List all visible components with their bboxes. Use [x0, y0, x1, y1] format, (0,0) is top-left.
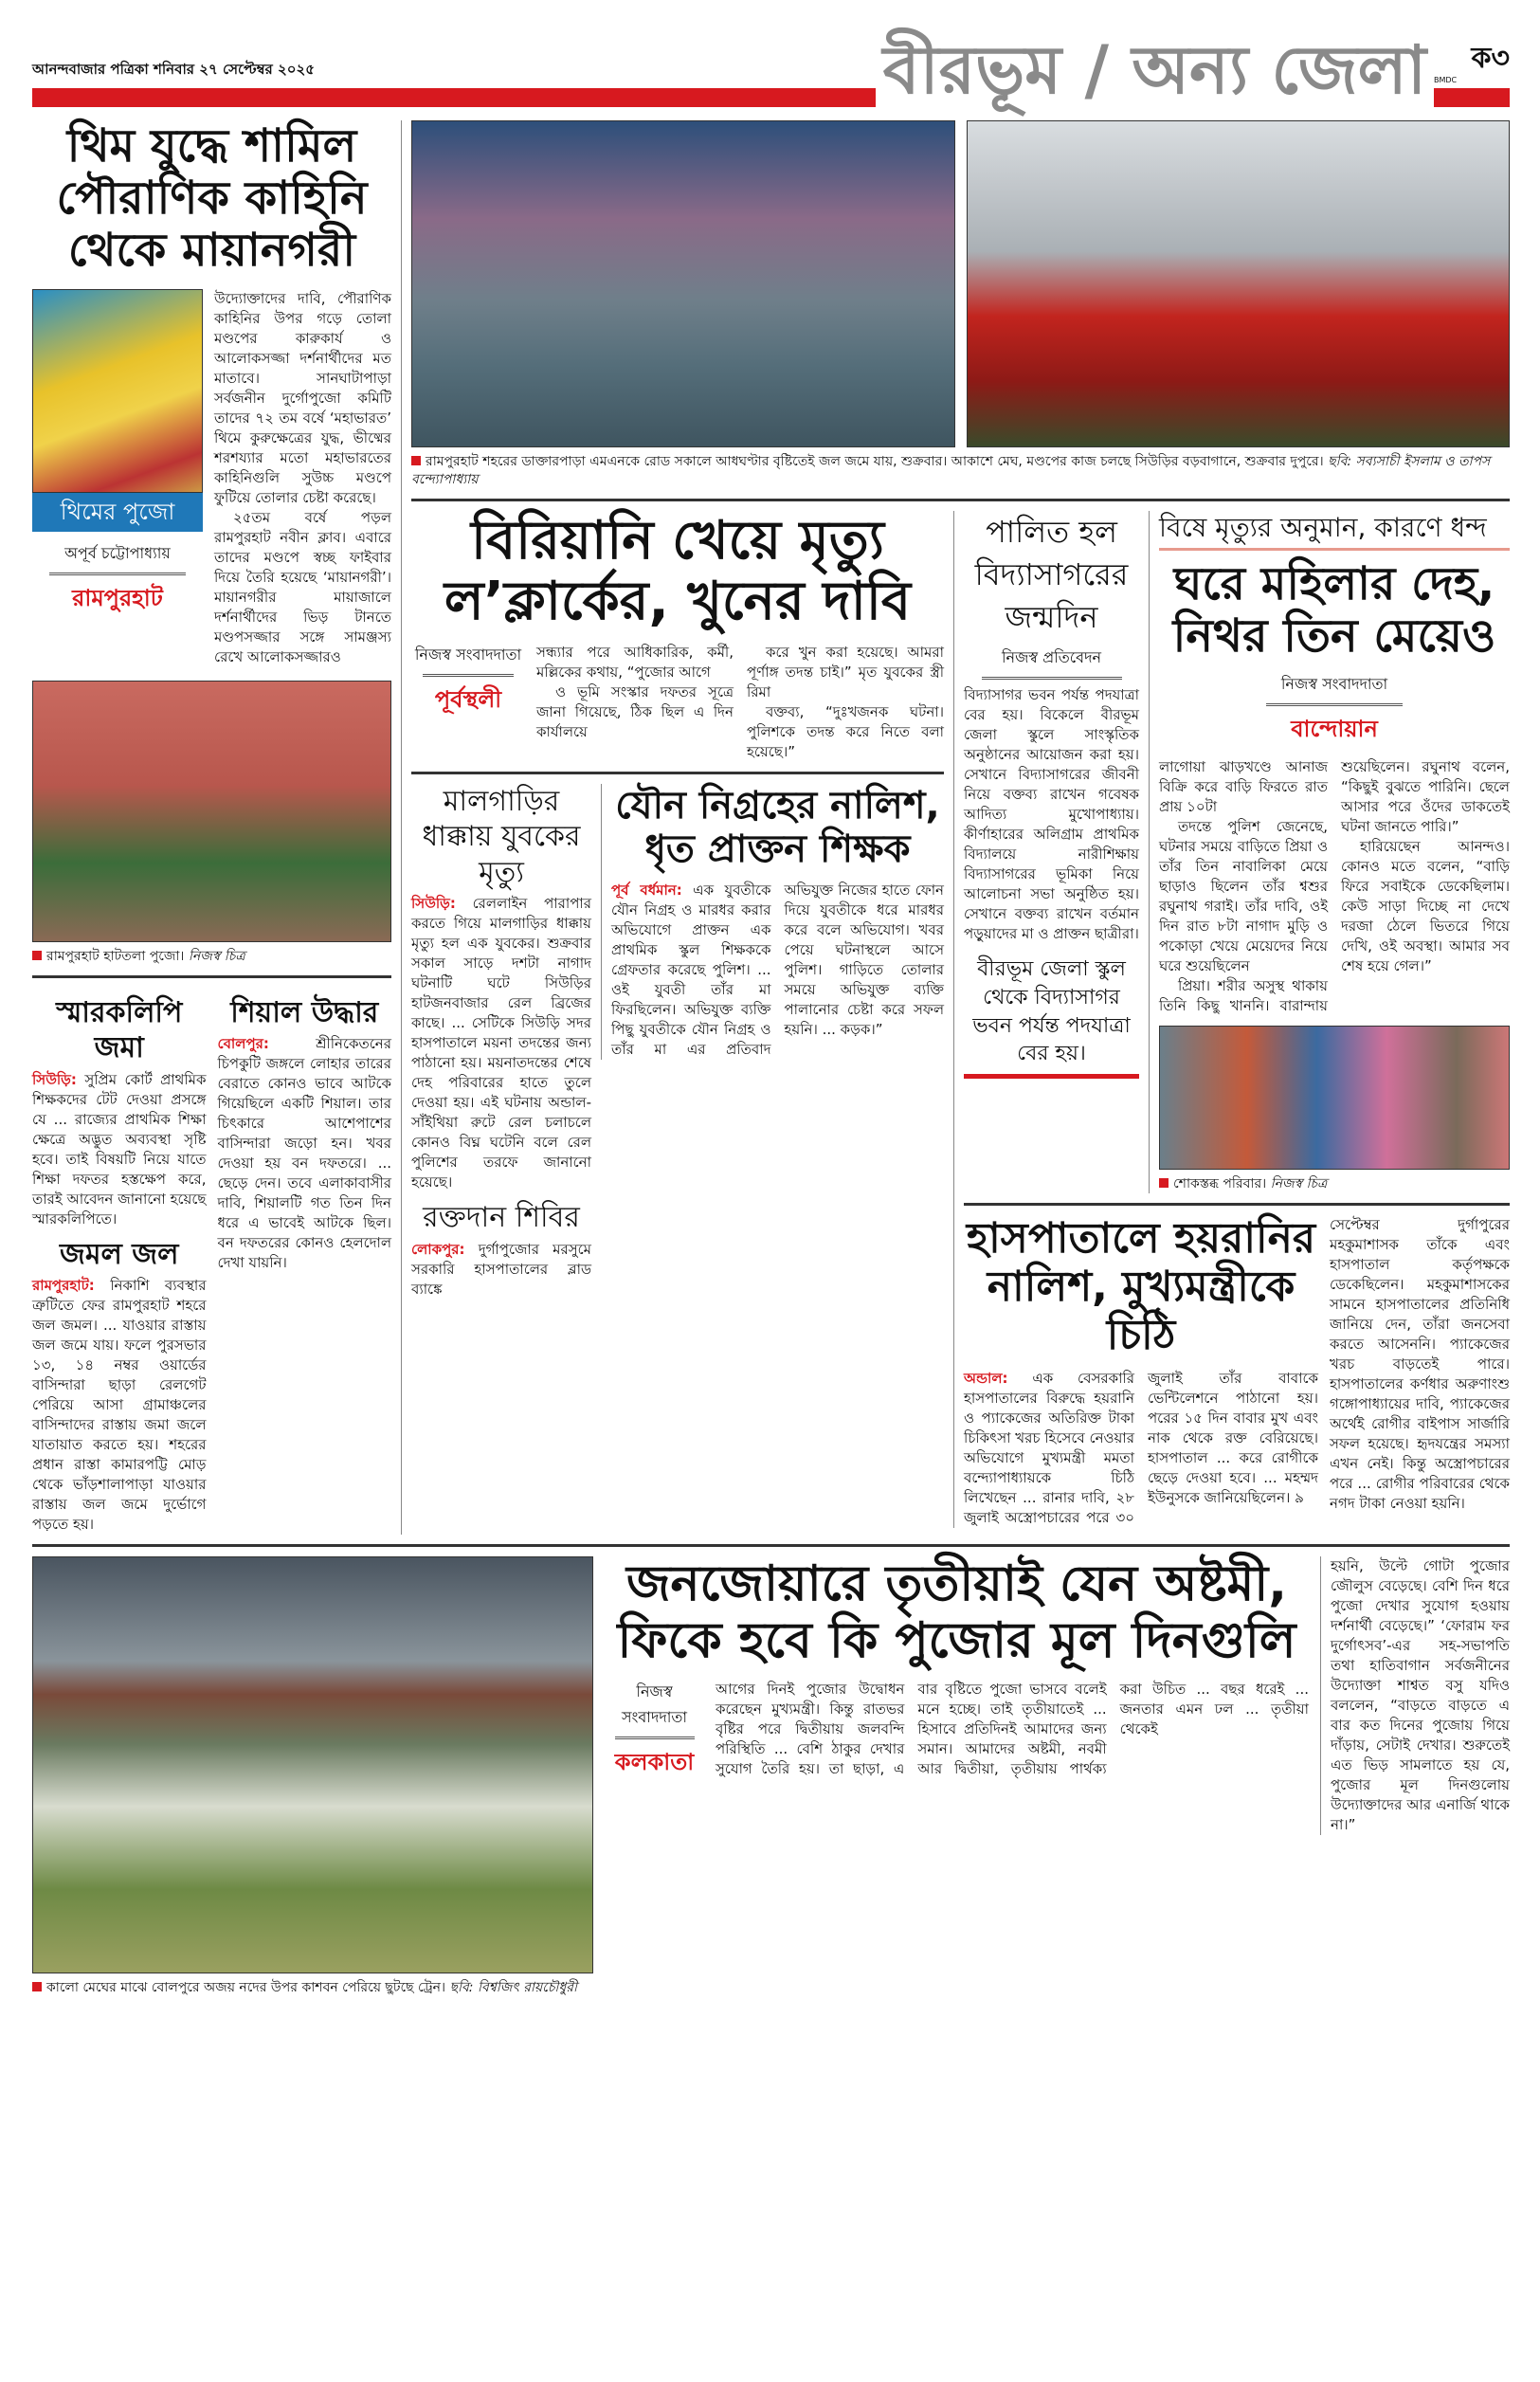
byline-text: নিজস্ব সংবাদদাতা — [414, 645, 522, 664]
right-area — [402, 120, 1510, 1528]
lower-middle-stories — [411, 784, 944, 1300]
brief-body — [411, 1240, 591, 1300]
biryani-body — [536, 643, 944, 762]
brief-dateline: রামপুরহাট: — [32, 1277, 95, 1295]
brief-headline: রক্তদান শিবির — [423, 1201, 580, 1235]
durga-idol-photo — [32, 289, 203, 493]
byline-text: নিজস্ব সংবাদদাতা — [1280, 675, 1388, 694]
masthead-right — [1434, 42, 1510, 107]
hospital-text: এক বেসরকারি হাসপাতালের বিরুদ্ধে হয়রানি ও প্যাকেজের অতিরিক্ত টাকা চিকিৎসা খরচ হিসেবে নেওয়ার অভিযোগে মুখ্যমন্ত্রী মমতা বন্দ্যোপাধ্যায়কে চিঠি লিখেছেন ... রানার দাবি, ২৮ জুলাই অস্ত্রোপচারের পরে ৩০ জুলাই তাঁর বাবাকে ভেন্টিলেশনে পাঠানো হয়। পরের ১৫ দিন বাবার মুখ এবং নাক থেকে রক্ত বেরিয়েছে। হাসপাতাল ... করে রোগীকে ছেড়ে দেওয়া হবে। ... মহম্মদ ইউনুসকে জানিয়েছিলেন। ৯ — [964, 1370, 1318, 1527]
top-photos-caption — [411, 453, 1510, 489]
byline-text: নিজস্ব সংবাদদাতা — [621, 1682, 688, 1726]
caption-text: রামপুরহাট শহরের ডাক্তারপাড়া এমএনকে রোড সকালে আধঘণ্টার বৃষ্টিতেই জল জমে যায়, শুক্রবার। আকাশে মেঘ, মণ্ডপের কাজ চলছে সিউড়ির বড়বাগানে, শুক্রবার দুপুরে। — [426, 454, 1324, 469]
brief-headline: স্মারকলিপি জমা — [56, 995, 183, 1065]
train-over-river-photo — [32, 1556, 593, 1973]
flooded-street-photo — [411, 120, 955, 447]
theme-body — [214, 289, 391, 667]
dateline-place: কলকাতা — [614, 1748, 695, 1775]
byline-rule — [615, 1736, 695, 1739]
paragraph: হারিয়েছেন আনন্দও। কোনও মতে বলেন, “বাড়ি ফিরে সবাইকে ডেকেছিলাম। কেউ সাড়া দিচ্ছে না দেখে দরজা ঠেলে ভিতরে গিয়ে দেখি, ওই অবস্থা। আমার সব শেষ হয়ে গেল।” — [1341, 838, 1510, 975]
brief-dateline: লোকপুর: — [411, 1240, 465, 1258]
puja-headline: জনজোয়ারে তৃতীয়াই যেন অষ্টমী, ফিকে হবে কি পুজোর মূল দিনগুলি — [617, 1555, 1296, 1669]
header-red-bar — [32, 88, 876, 107]
page-number: ক৩ — [1471, 42, 1510, 75]
vidyasagar-body — [964, 685, 1139, 944]
paragraph: বিদ্যাসাগর ভবন পর্যন্ত পদযাত্রা বের হয়। বিকেলে বীরভূম জেলা স্কুলে সাংস্কৃতিক অনুষ্ঠানের আয়োজন করা হয়। সেখানে বিদ্যাসাগরের জীবনী নিয়ে বক্তব্য রাখেন গবেষক আদিত্য মুখোপাধ্যায়। কীর্ণাহারের অলিগ্রাম প্রাথমিক বিদ্যালয়ে নারীশিক্ষায় বিদ্যাসাগরের ভূমিকা নিয়ে আলোচনা সভা অনুষ্ঠিত হয়। সেখানে বক্তব্য রাখেন বর্তমান পড়ুয়াদের মা ও প্রাক্তন ছাত্রীরা। — [964, 686, 1139, 943]
divider — [964, 1203, 1510, 1206]
hatitala-puja-photo — [32, 681, 391, 942]
teacher-body — [611, 881, 944, 1060]
divider — [411, 499, 1510, 501]
byline-rule — [982, 677, 1122, 680]
theme-byline — [32, 541, 203, 619]
paragraph: লাগোয়া ঝাড়খণ্ডে আনাজ বিক্রি করে বাড়ি ফিরতে রাত প্রায় ১০টা — [1159, 758, 1328, 816]
paragraph: করে খুন করা হয়েছে। আমরা পূর্ণাঙ্গ তদন্ত চাই।” মৃত যুবকের স্ত্রী রিমা — [747, 643, 944, 700]
caption-credit: নিজস্ব চিত্র — [188, 948, 245, 964]
brief-text: শ্রীনিকেতনের চিপকুটি জঙ্গলে লোহার তারের বেরাতে কোনও ভাবে আটকে গিয়েছিলে একটি শিয়াল। তার চিৎকারে আশেপাশের বাসিন্দারা জড়ো হন। খবর দেওয়া হয় বন দফতরে। ... ছেড়ে দেন। তবে এলাকাবাসীর দাবি, শিয়ালটি গত তিন দিন ধরে এ ভাবেই আটকে ছিল। বন দফতরের কোনও হেলদোল দেখা যায়নি। — [217, 1035, 391, 1272]
caption-credit: ছবি: সব্যসাচী ইসলাম ও তাপস বন্দ্যোপাধ্যায় — [411, 454, 1491, 487]
byline-rule — [423, 674, 514, 677]
brief-headline: শিয়াল উদ্ধার — [230, 995, 379, 1029]
brief-memorandum — [32, 988, 207, 1536]
byline-rule — [1266, 703, 1403, 706]
teacher-dateline: পূর্ব বর্ধমান: — [611, 881, 682, 899]
paragraph: ২৫তম বর্ষে পড়ল রামপুরহাট নবীন ক্লাব। এবারে তাদের মণ্ডপে স্বচ্ছ ফাইবার দিয়ে তৈরি হয়েছে ‘মায়ানগরী’। মায়ানগরীর মায়াজালে দর্শনার্থীদের ভিড় টানতে মণ্ডপসজ্জার সঙ্গে সামঞ্জস্য রেখে আলোকসজ্জারও — [214, 508, 391, 665]
puja-body-row — [605, 1680, 1309, 1783]
teacher-story — [601, 784, 944, 1060]
caption-text: কালো মেঘের মাঝে বোলপুরে অজয় নদের উপর কাশবন পেরিয়ে ছুটছে ট্রেন। — [46, 1980, 446, 1996]
brief-dateline: সিউড়ি: — [32, 1070, 77, 1088]
brief-body — [32, 1276, 207, 1535]
dateline-place: বান্দোয়ান — [1291, 716, 1378, 743]
brief-fox — [218, 988, 392, 1274]
hospital-main — [964, 1215, 1318, 1528]
teacher-text: এক যুবতীকে যৌন নিগ্রহ ও মারধর করার অভিযোগে প্রাক্তন এক প্রাথমিক স্কুল শিক্ষককে গ্রেফতার করেছে পুলিশ। ... ওই যুবতী তাঁর মা ফিরছিলেন। অভিযুক্ত ব্যক্তি পিছু যুবতীকে যৌন নিগ্রহ ও তাঁর মা এর প্রতিবাদ অভিযুক্ত নিজের হাতে ফোন দিয়ে যুবতীকে ধরে মারধর করে বলে অভিযোগ। খবর পেয়ে ঘটনাস্থলে আসে পুলিশ। গাড়িতে তোলার সময়ে অভিযুক্ত ব্যক্তি পালানোর চেষ্টা করে সফল হয়নি। ... কড়ক।” — [611, 881, 944, 1058]
masthead — [32, 31, 1510, 109]
grieving-family-photo — [1159, 1026, 1510, 1170]
brief-text: সুপ্রিম কোর্ট প্রাথমিক শিক্ষকদের টেট দেওয়া প্রসঙ্গে যে ... রাজ্যের প্রাথমিক শিক্ষা ক্ষেত্রে অদ্ভুত অব্যবস্থা সৃষ্টি হবে। তাই বিষয়টি নিয়ে যাতে শিক্ষা দফতর হস্তক্ষেপ করে, তারই আবেদন জানানো হয়েছে স্মারকলিপিতে। — [32, 1070, 207, 1227]
vidyasagar-pull-quote: বীরভূম জেলা স্কুল থেকে বিদ্যাসাগর ভবন পর্যন্ত পদযাত্রা বের হয়। — [964, 955, 1139, 1079]
paragraph: প্রিয়া। শরীর অসুস্থ থাকায় তিনি কিছু খাননি। বারান্দায় শুয়েছিলেন। রঘুনাথ বলেন, “কিছুই বুঝতে পারিনি। ছেলে আসার পরে ওঁদের ডাকতেই ঘটনা জানতে পারি।” — [1159, 758, 1510, 1015]
byline-rule — [49, 573, 186, 575]
bandwan-kicker: বিষে মৃত্যুর অনুমান, কারণে ধন্দ — [1159, 511, 1510, 551]
caption-credit: নিজস্ব চিত্র — [1270, 1176, 1328, 1192]
hospital-body — [964, 1369, 1318, 1528]
bandwan-body — [1159, 757, 1510, 1016]
paragraph: ও ভূমি সংস্কার দফতর সূত্রে জানা গিয়েছে, ঠিক ছিল এ দিন কার্যালয়ে — [536, 682, 734, 740]
divider — [32, 975, 391, 978]
hospital-story — [964, 1215, 1510, 1528]
bandwan-headline: ঘরে মহিলার দেহ, নিথর তিন মেয়েও — [1172, 557, 1496, 664]
brief-text: নিকাশি ব্যবস্থার ত্রুটিতে ফের রামপুরহাট শহরে জল জমল। ... যাওয়ার রাস্তায় জল জমে যায়। ফলে পুরসভার ১৩, ১৪ নম্বর ওয়ার্ডের বাসিন্দারা ছাড়া রেলগেট পেরিয়ে আসা গ্রামাঞ্চলের বাসিন্দাদের রাস্তায় জমা জলে যাতায়াত করতে হয়। শহরের প্রধান রাস্তা কামারপট্টি মোড় থেকে ভাঁড়শালাপাড়া যাওয়ার রাস্তায় জল জমে দুর্ভোগে পড়তে হয়। — [32, 1277, 207, 1534]
hospital-body-right: সেপ্টেম্বর দুর্গাপুরের মহকুমাশাসক তাঁকে এবং হাসপাতাল কর্তৃপক্ষকে ডেকেছিলেন। মহকুমাশাসকের সামনে হাসপাতালের প্রতিনিধি জানিয়ে দেন, তাঁরা জনসেবা করতে আসেননি। প্যাকেজের খরচ বাড়তেই পারে। হাসপাতালের কর্ণধার অরুণাংশু গঙ্গোপাধ্যায়ের দাবি, প্যাকেজের অর্থেই রোগীর বাইপাস সার্জারি সফল হয়েছে। হৃদযন্ত্রের সমস্যা এখন নেই। কিন্তু অস্ত্রোপচারের পরে ... রোগীর পরিবারের থেকে নগদ টাকা নেওয়া হয়নি। — [1330, 1216, 1510, 1513]
bottom-section — [32, 1556, 1510, 1997]
biryani-byline — [411, 643, 525, 720]
left-column — [32, 120, 402, 1535]
middle-right-columns — [953, 511, 1510, 1528]
puja-story — [605, 1556, 1309, 1783]
biryani-story — [411, 643, 944, 762]
paragraph: উদ্যোক্তাদের দাবি, পৌরাণিক কাহিনির উপর গড়ে তোলা মণ্ডপের কারুকার্য ও আলোকসজ্জা দর্শনার্থীদের মত মাতাবে। সানঘাটাপাড়া সর্বজনীন দুর্গোপুজো কমিটি তাদের ৭২ তম বর্ষে ‘মহাভারত’ থিমে কুরুক্ষেত্রের যুদ্ধ, ভীষ্মের শরশয্যার মতো মহাভারতের কাহিনিগুলি সুউচ্চ মণ্ডপে ফুটিয়ে তোলার চেষ্টা করেছে। — [214, 289, 391, 506]
family-caption — [1159, 1175, 1510, 1193]
bandwan-story — [1149, 511, 1510, 1193]
brief-text: দুর্গাপুজোর মরসুমে সরকারি হাসপাতালের ব্লাড ব্যাঙ্কে — [411, 1240, 591, 1298]
divider — [32, 1544, 1510, 1547]
puja-byline — [605, 1680, 704, 1783]
vidyasagar-byline — [964, 646, 1139, 680]
section-title: বীরভূম / অন্য জেলা — [882, 31, 1426, 109]
header-red-bar-right — [1434, 88, 1510, 107]
paragraph: বক্তব্য, “দুঃখজনক ঘটনা। পুলিশকে তদন্ত করে নিতে বলা হয়েছে।” — [747, 702, 944, 760]
vidyasagar-story — [964, 511, 1149, 1079]
hospital-headline: হাসপাতালে হয়রানির নালিশ, মুখ্যমন্ত্রীকে চিঠি — [966, 1214, 1316, 1359]
brief-dateline: বোলপুর: — [217, 1035, 269, 1053]
divider — [411, 772, 944, 774]
dateline-place: পূর্বস্থলী — [434, 685, 502, 713]
brief-text: রেললাইন পারাপার করতে গিয়ে মালগাড়ির ধাক্কায় মৃত্যু হল এক যুবকের। শুক্রবার সকাল সাড়ে দশটা নাগাদ ঘটনাটি ঘটে সিউড়ির হাটজনবাজার রেল ব্রিজের কাছে। ... সেটিকে সিউড়ি সদর হাসপাতালে ময়না তদন্তের জন্য পাঠানো হয়। ময়নাতদন্তের শেষে দেহ পরিবারের হাতে তুলে দেওয়া হয়। এই ঘটনায় অন্ডাল-সাঁইথিয়া রুটে রেল চলাচলে কোনও বিঘ্ন ঘটেনি বলে রেল পুলিশের তরফে জানানো হয়েছে। — [411, 895, 591, 1191]
theme-headline: থিম যুদ্ধে শামিল পৌরাণিক কাহিনি থেকে মায়ানগরী — [56, 119, 368, 278]
brief-headline: জমল জল — [60, 1237, 179, 1271]
brief-body — [411, 894, 591, 1192]
bottom-photo-column — [32, 1556, 593, 1997]
masthead-left — [32, 59, 876, 107]
caption-credit: ছবি: বিশ্বজিৎ রায়চৌধুরী — [449, 1980, 577, 1996]
brief-body — [32, 1070, 207, 1229]
print-code: BMDC — [1434, 76, 1458, 84]
theme-photo-column — [32, 289, 203, 620]
theme-story — [32, 289, 391, 667]
vidyasagar-bandwan-row — [964, 511, 1510, 1193]
bottom-photo-caption — [32, 1979, 593, 1997]
left-briefs — [32, 988, 391, 1536]
puja-body-right: হয়নি, উল্টে গোটা পুজোর জৌলুস বেড়েছে। বেশি দিন ধরে পুজো দেখার সুযোগ হওয়ায় দর্শনার্থী বেড়েছে।” ‘ফোরাম ফর দুর্গোৎসব’-এর সহ-সভাপতি তথা হাতিবাগান সর্বজনীনের উদ্যোক্তা শাশ্বত বসু যদিও বললেন, “বাড়তে বাড়তে এ বার কত দিনের পুজোয় গিয়ে দাঁড়ায়, সেটাই দেখার। শুরুতেই এত ভিড় সামলাতে হয় যে, পুজোর মূল দিনগুলোয় উদ্যোক্তাদের আর এনার্জি থাকে না।” — [1320, 1556, 1510, 1835]
bandwan-byline — [1249, 672, 1420, 750]
paragraph: সন্ধ্যার পরে আধিকারিক, কর্মী, মল্লিকের কথায়, “পুজোর আগে — [536, 643, 734, 681]
byline-text: নিজস্ব প্রতিবেদন — [1001, 648, 1102, 667]
caption-text: রামপুরহাট হাটতলা পুজো। — [46, 948, 185, 964]
brief-train-death — [411, 784, 601, 1300]
main-area — [32, 120, 1510, 1535]
hospital-dateline: অন্ডাল: — [964, 1370, 1008, 1388]
top-photos — [411, 120, 1510, 447]
author: অপূর্ব চট্টোপাধ্যায় — [64, 544, 171, 563]
brief-headline: মালগাড়ির ধাক্কায় যুবকের মৃত্যু — [422, 784, 581, 889]
brief-dateline: সিউড়ি: — [411, 895, 456, 913]
vidyasagar-headline: পালিত হল বিদ্যাসাগরের জন্মদিন — [974, 514, 1129, 635]
teacher-headline: যৌন নিগ্রহের নালিশ, ধৃত প্রাক্তন শিক্ষক — [615, 783, 940, 871]
paragraph: তদন্তে পুলিশ জেনেছে, ঘটনার সময়ে বাড়িতে প্রিয়া ও তাঁর তিন নাবালিকা মেয়ে ছাড়াও ছিলেন তাঁর শ্বশুর রঘুনাথ গরাই। তাঁর দাবি, ওই দিন রাত ৮টা নাগাদ মুড়ি ও পকোড়া খেয়ে মেয়েদের নিয়ে ঘরে শুয়েছিলেন — [1159, 818, 1328, 975]
pandal-construction-photo — [967, 120, 1511, 447]
middle-stories — [411, 511, 1510, 1528]
biryani-headline: বিরিয়ানি খেয়ে মৃত্যু ল’ক্লার্কের, খুনের দাবি — [444, 510, 912, 633]
brief-body — [218, 1034, 392, 1273]
middle-left-column — [411, 511, 953, 1300]
theme-label: থিমের পুজো — [32, 493, 203, 533]
caption-text: শোকস্তব্ধ পরিবার। — [1173, 1176, 1267, 1192]
paper-date-line: আনন্দবাজার পত্রিকা শনিবার ২৭ সেপ্টেম্বর ২০২৫ — [32, 61, 316, 78]
hatitala-caption — [32, 948, 391, 966]
puja-body: আগের দিনই পুজোর উদ্বোধন করেছেন মুখ্যমন্ত্রী। কিন্তু রাতভর বৃষ্টির পরে দ্বিতীয়ায় জলবন্দি পরিস্থিতি ... বেশি ঠাকুর দেখার সুযোগ তৈরি হয়। তা ছাড়া, এ বার বৃষ্টিতে পুজো ভাসবে বলেই মনে হচ্ছে। তাই তৃতীয়াতেই ... হিসাবে প্রতিদিনই আমাদের জন্য সমান। আমাদের অষ্টমী, নবমী আর দ্বিতীয়া, তৃতীয়ায় পার্থক্য করা উচিত ... বছর ধরেই ... জনতার এমন ঢল ... তৃতীয়া থেকেই — [716, 1680, 1309, 1777]
dateline-place: রামপুরহাট — [72, 585, 163, 612]
